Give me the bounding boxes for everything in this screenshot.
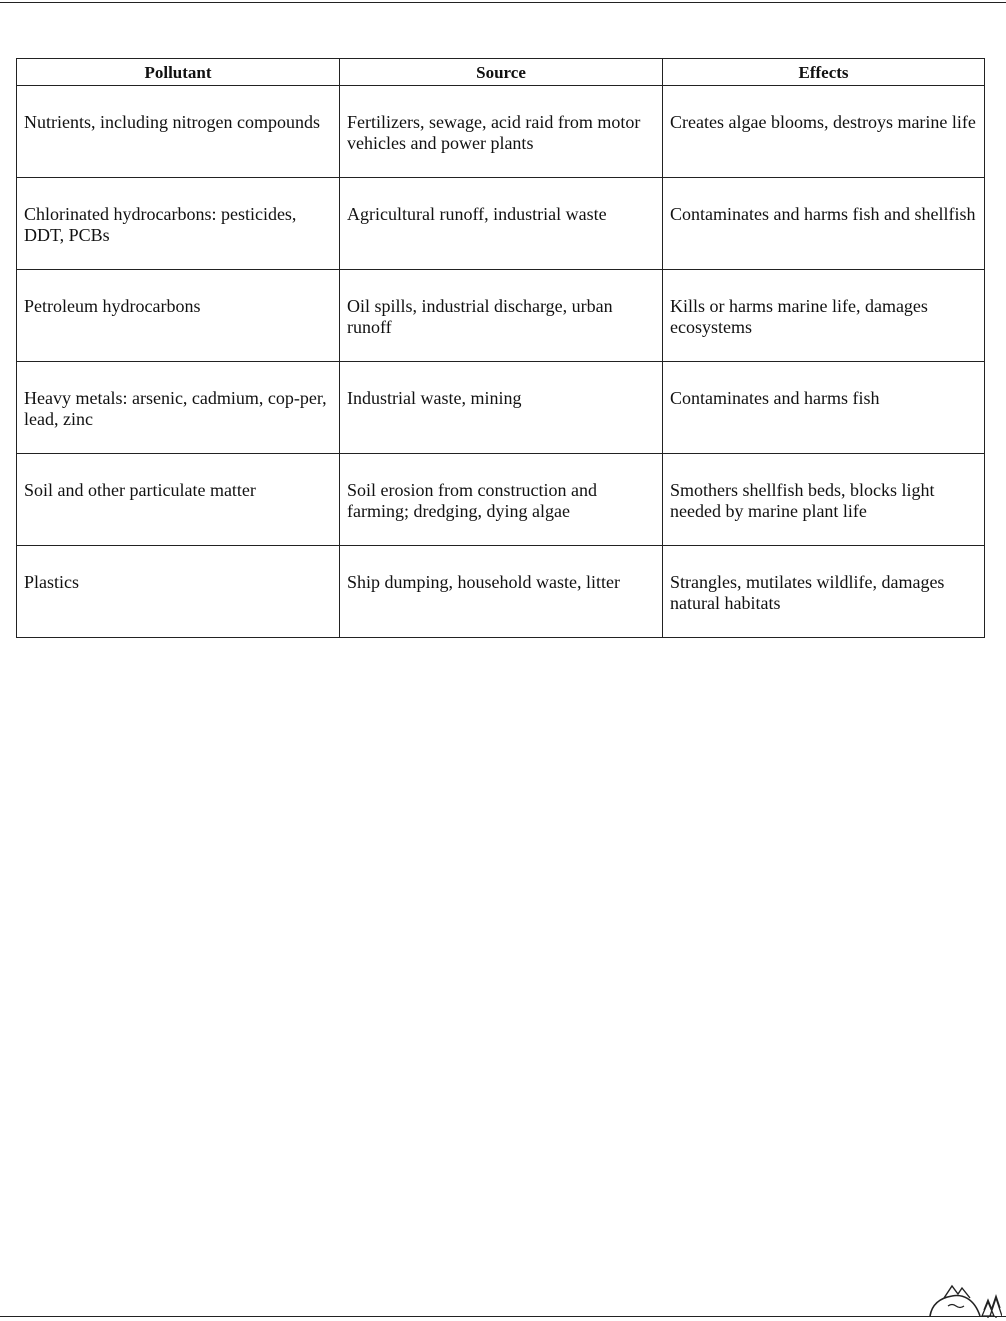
cell-effects: Creates algae blooms, destroys marine life: [663, 86, 985, 178]
cell-pollutant: Nutrients, including nitrogen compounds: [17, 86, 340, 178]
table-row: [17, 86, 985, 178]
top-rule: [0, 2, 1006, 3]
cell-pollutant: Chlorinated hydrocarbons: pesticides, DDT, PCBs: [17, 178, 340, 270]
pollutant-table: [16, 58, 985, 638]
bottom-rule: [0, 1316, 1006, 1317]
cell-pollutant: Heavy metals: arsenic, cadmium, cop-per, lead, zinc: [17, 362, 340, 454]
header-effects: Effects: [663, 59, 985, 86]
table-row: [17, 362, 985, 454]
cell-source: Oil spills, industrial discharge, urban runoff: [340, 270, 663, 362]
cell-pollutant: Soil and other particulate matter: [17, 454, 340, 546]
table-row: [17, 546, 985, 638]
mountain-trees-logo-icon: [918, 1276, 1002, 1318]
cell-source: Ship dumping, household waste, litter: [340, 546, 663, 638]
cell-pollutant: Plastics: [17, 546, 340, 638]
table-header-row: [17, 59, 985, 86]
cell-source: Soil erosion from construction and farming; dredging, dying algae: [340, 454, 663, 546]
table-row: [17, 270, 985, 362]
cell-effects: Contaminates and harms fish and shellfish: [663, 178, 985, 270]
cell-source: Agricultural runoff, industrial waste: [340, 178, 663, 270]
cell-source: Industrial waste, mining: [340, 362, 663, 454]
cell-source: Fertilizers, sewage, acid raid from motor vehicles and power plants: [340, 86, 663, 178]
cell-effects: Contaminates and harms fish: [663, 362, 985, 454]
table-row: [17, 454, 985, 546]
cell-effects: Strangles, mutilates wildlife, damages natural habitats: [663, 546, 985, 638]
cell-effects: Kills or harms marine life, damages ecosystems: [663, 270, 985, 362]
header-source: Source: [340, 59, 663, 86]
cell-effects: Smothers shellfish beds, blocks light needed by marine plant life: [663, 454, 985, 546]
cell-pollutant: Petroleum hydrocarbons: [17, 270, 340, 362]
table-row: [17, 178, 985, 270]
header-pollutant: Pollutant: [17, 59, 340, 86]
